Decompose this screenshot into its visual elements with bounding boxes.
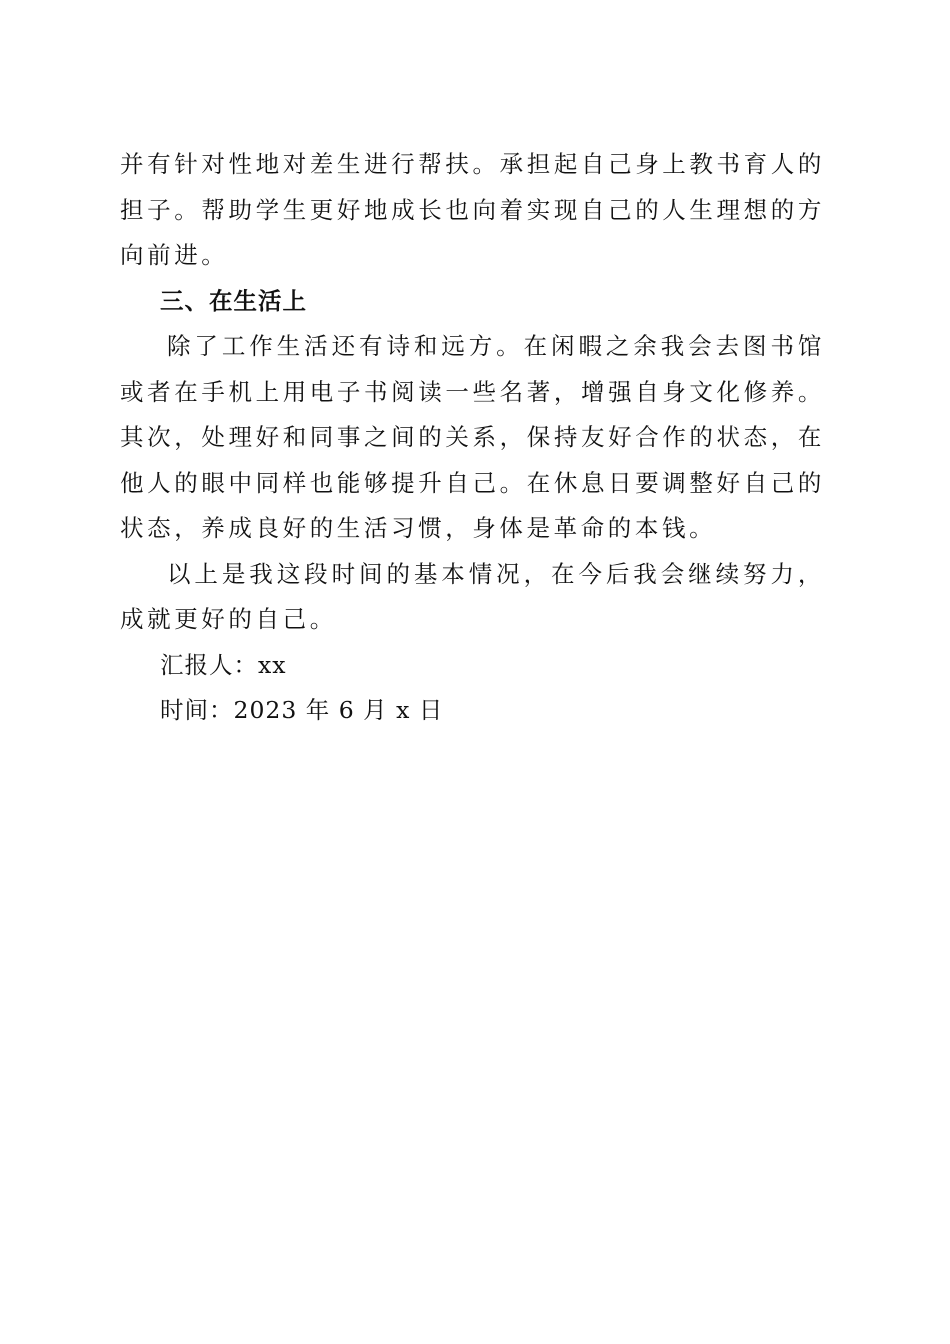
paragraph-life: 除了工作生活还有诗和远方。在闲暇之余我会去图书馆或者在手机上用电子书阅读一些名著，增强自身文化修养。其次，处理好和同事之间的关系，保持友好合作的状态，在他人的眼中同样也能够提升自己。在休息日要调整好自己的状态，养成良好的生活习惯，身体是革命的本钱。: [120, 332, 825, 542]
document-body: [120, 142, 825, 734]
paragraph-summary: 以上是我这段时间的基本情况，在今后我会继续努力，成就更好的自己。: [120, 559, 825, 633]
reporter-line: 汇报人：xx: [160, 650, 287, 679]
paragraph-continuation: 并有针对性地对差生进行帮扶。承担起自己身上教书育人的担子。帮助学生更好地成长也向着实现自己的人生理想的方向前进。: [120, 150, 825, 269]
section-heading: 三、在生活上: [160, 286, 307, 315]
date-line: 时间：2023 年 6 月 x 日: [160, 696, 444, 724]
